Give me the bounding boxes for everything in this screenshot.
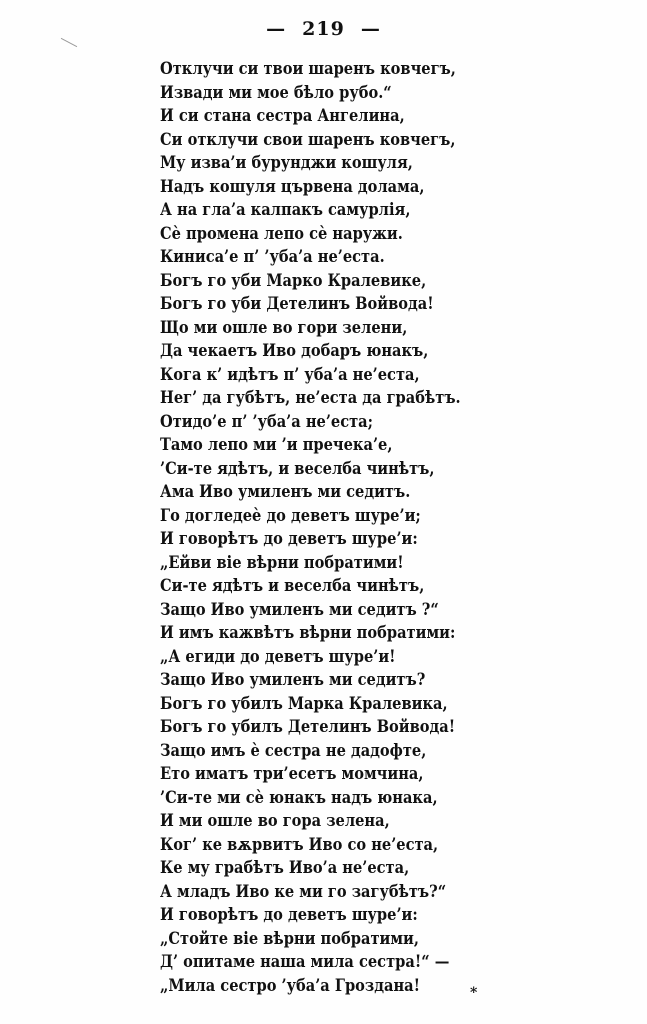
verse-line: „Ейви віе вѣрни побратими!: [160, 552, 404, 573]
verse-line: Д’ опитаме наша мила сестра!“ —: [160, 952, 450, 972]
verse-line: Нег’ да губѣтъ, не’еста да грабѣтъ.: [160, 388, 461, 408]
verse-line: Отклучи си твои шаренъ ковчегъ,: [160, 59, 456, 79]
verse-line: Отидо’е п’ ’уба’а не’еста;: [160, 411, 374, 432]
verse-line: Извади ми мое бѣло рубо.“: [160, 82, 392, 103]
header-dash-left: —: [266, 18, 287, 40]
verse-line: Го догледеѐ до деветъ шуре’и;: [160, 505, 421, 526]
verse-line: А младъ Иво ке ми го загубѣтъ?“: [160, 881, 447, 902]
verse-line: Що ми ошле во гори зелени,: [160, 317, 408, 338]
verse-line: „Стойте віе вѣрни побратими,: [160, 928, 419, 949]
verse-line: И имъ кажвѣтъ вѣрни побратими:: [160, 623, 456, 643]
verse-line: Ето иматъ три’есетъ момчина,: [160, 764, 424, 784]
verse-line: Тамо лепо ми ’и пречека’е,: [160, 435, 393, 455]
page-number: 219: [302, 18, 345, 40]
verse-line: „Мила сестро ’уба’а Гроздана!: [160, 975, 421, 996]
verse-line: Богъ го убилъ Марка Кралевика,: [160, 693, 448, 714]
verse-line: И си стана сестра Ангелина,: [160, 106, 405, 126]
verse-line: И говорѣтъ до деветъ шуре’и:: [160, 529, 418, 549]
verse-line: Си отклучи свои шаренъ ковчегъ,: [160, 129, 456, 150]
verse-line: Кога к’ идѣтъ п’ уба’а не’еста,: [160, 364, 420, 385]
verse-line: Ког’ ке вѫрвитъ Иво со не’еста,: [160, 834, 439, 855]
verse-line: Защо Иво умиленъ ми седитъ ?“: [160, 599, 439, 620]
footer-ornament: *: [470, 985, 478, 1001]
verse-line: Защо Иво умиленъ ми седитъ?: [160, 670, 426, 690]
verse-line: Киниса’е п’ ’уба’а не’еста.: [160, 247, 385, 267]
verse-line: ’Си-те ядѣтъ, и веселба чинѣтъ,: [160, 458, 435, 479]
verse-line: Си-те ядѣтъ и веселба чинѣтъ,: [160, 576, 425, 596]
verse-line: Богъ го уби Марко Кралевике,: [160, 270, 427, 291]
verse-line: „А егиди до деветъ шуре’и!: [160, 646, 396, 667]
verse-line: И ми ошле во гора зелена,: [160, 811, 390, 831]
verse-line: Му изва’и бурунджи кошуля,: [160, 153, 413, 173]
verse-line: Да чекаетъ Иво добаръ юнакъ,: [160, 341, 429, 361]
page-header: [0, 18, 647, 40]
verse-line: И говорѣтъ до деветъ шуре’и:: [160, 905, 418, 925]
verse-line: ’Си-те ми сѐ юнакъ надъ юнака,: [160, 787, 438, 808]
verse-text: [160, 58, 510, 998]
verse-line: Ке му грабѣтъ Иво’а не’еста,: [160, 858, 410, 878]
verse-line: Надъ кошуля цървена долама,: [160, 176, 425, 197]
verse-line: А на гла’а калпакъ самурлія,: [160, 200, 411, 220]
header-dash-right: —: [360, 18, 381, 40]
verse-line: Богъ го убилъ Детелинъ Войвода!: [160, 717, 456, 737]
verse-line: Защо имъ ѐ сестра не дадофте,: [160, 740, 427, 761]
verse-line: Сѐ промена лепо сѐ наружи.: [160, 223, 403, 244]
verse-line: Богъ го уби Детелинъ Войвода!: [160, 294, 434, 314]
verse-line: Ама Иво умиленъ ми седитъ.: [160, 482, 411, 502]
